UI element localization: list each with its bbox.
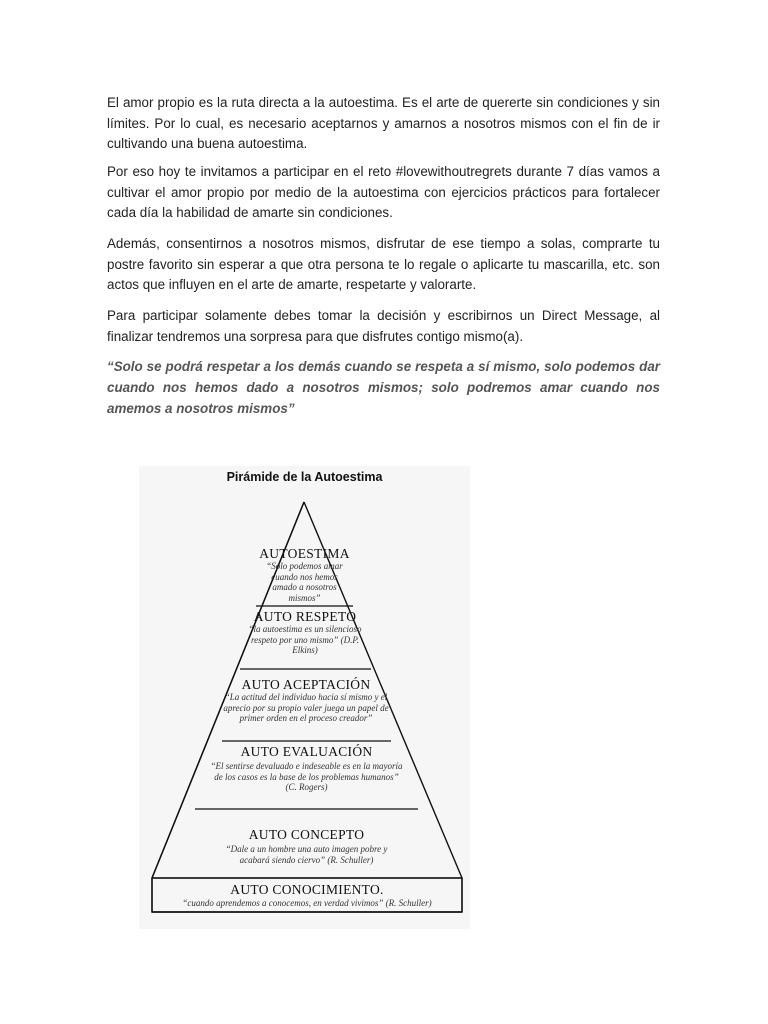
pyramid-figure bbox=[139, 466, 470, 929]
tier-auto-aceptacion bbox=[217, 677, 395, 724]
tier-quote: “Dale a un hombre una auto imagen pobre y acabará siendo ciervo” (R. Schuller) bbox=[225, 844, 388, 865]
tier-title: AUTOESTIMA bbox=[259, 546, 350, 561]
paragraph-challenge: Por eso hoy te invitamos a participar en el reto #lovewithoutregrets durante 7 días vamos a cultivar el amor propio por medio de la autoestima con ejercicios prácticos para fortalecer cada día la habilidad de amarte sin condiciones. bbox=[107, 164, 660, 221]
tier-quote: “La actitud del individuo hacia sí mismo y el aprecio por su propio valer juega un papel de primer orden en el proceso creador” bbox=[223, 692, 389, 723]
paragraph-self-care: Además, consentirnos a nosotros mismos, disfrutar de ese tiempo a solas, comprarte tu postre favorito sin esperar a que otra persona te lo regale o aplicarte tu mascarilla, etc. son actos que influyen en el arte de amarte, respetarte y valorarte. bbox=[107, 236, 660, 293]
tier-title: AUTO CONCEPTO bbox=[248, 827, 365, 842]
tier-auto-respeto bbox=[235, 609, 375, 656]
tier-title: AUTO CONOCIMIENTO. bbox=[230, 882, 384, 897]
pyramid-title: Pirámide de la Autoestima bbox=[226, 470, 383, 484]
tier-quote: “Solo podemos amar cuando nos hemos amado a nosotros mismos” bbox=[266, 561, 343, 603]
tier-autoestima bbox=[247, 546, 362, 603]
tier-quote: “El sentirse devaluado e indeseable es en la mayoría de los casos es la base de los problemas humanos” (C. Rogers) bbox=[210, 761, 403, 792]
tier-title: AUTO RESPETO bbox=[253, 609, 357, 624]
paragraph-intro: El amor propio es la ruta directa a la autoestima. Es el arte de quererte sin condiciones y sin límites. Por lo cual, es necesario aceptarnos y amarnos a nosotros mismos con el fin de ir cultivando una buena autoestima. bbox=[107, 95, 660, 152]
tier-auto-concepto bbox=[194, 827, 419, 865]
quote-text: “Solo se podrá respetar a los demás cuando se respeta a sí mismo, solo podemos dar cuando nos hemos dado a nosotros mismos; solo podremos amar cuando nos amemos a nosotros mismos” bbox=[107, 359, 660, 416]
tier-quote: “cuando aprendemos a conocemos, en verdad vivimos” (R. Schuller) bbox=[182, 898, 432, 908]
paragraph-participate: Para participar solamente debes tomar la decisión y escribirnos un Direct Message, al finalizar tendremos una sorpresa para que disfrutes contigo mismo(a). bbox=[107, 308, 660, 344]
tier-auto-conocimiento bbox=[154, 882, 460, 909]
tier-auto-evaluacion bbox=[209, 744, 404, 793]
tier-title: AUTO EVALUACIÓN bbox=[240, 744, 373, 759]
tier-quote: “la autoestima es un silencioso respeto por uno mismo” (D.P. Elkins) bbox=[248, 624, 362, 655]
tier-title: AUTO ACEPTACIÓN bbox=[241, 677, 371, 692]
